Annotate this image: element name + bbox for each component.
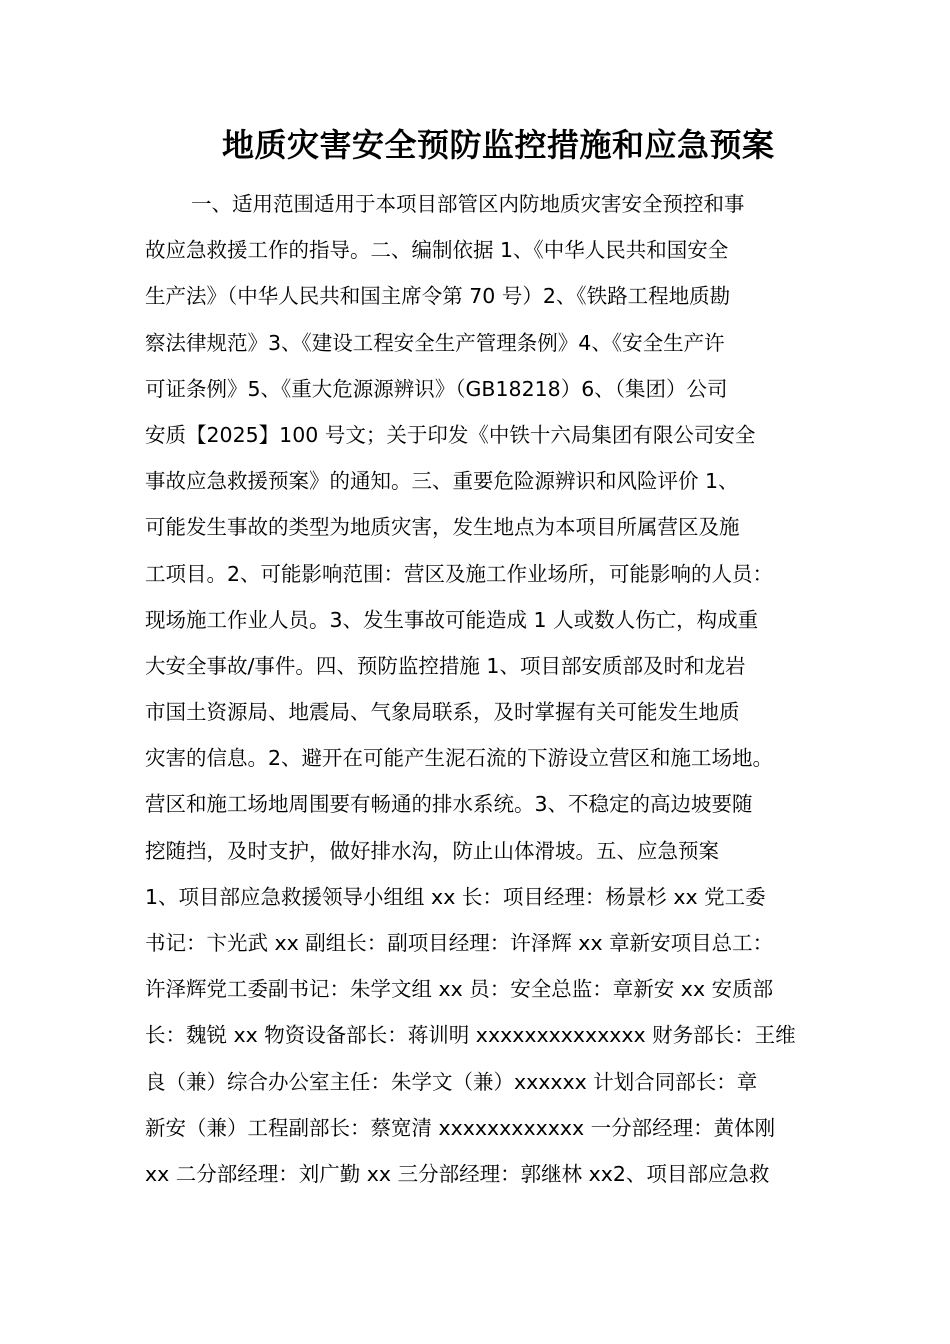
body-line: 工项目。2、可能影响范围：营区及施工作业场所，可能影响的人员：: [145, 561, 774, 586]
body-line: 1、项目部应急救援领导小组组 xx 长：项目经理：杨景杉 xx 党工委: [145, 884, 766, 909]
document-body: [145, 181, 810, 1197]
body-line: 故应急救援工作的指导。二、编制依据 1、《中华人民共和国安全: [145, 238, 729, 263]
body-line: 可证条例》5、《重大危源源辨识》（GB18218）6、（集团）公司: [145, 376, 728, 401]
body-line: 营区和施工场地周围要有畅通的排水系统。3、不稳定的高边坡要随: [145, 792, 753, 817]
body-line: 可能发生事故的类型为地质灾害，发生地点为本项目所属营区及施: [145, 515, 740, 540]
body-line: 长：魏锐 xx 物资设备部长：蒋训明 xxxxxxxxxxxxxx 财务部长：王维: [145, 1023, 796, 1048]
body-line: 生产法》（中华人民共和国主席令第 70 号）2、《铁路工程地质勘: [145, 284, 731, 309]
body-line: 许泽辉党工委副书记：朱学文组 xx 员：安全总监：章新安 xx 安质部: [145, 977, 774, 1002]
body-line: xx 二分部经理：刘广勤 xx 三分部经理：郭继林 xx2、项目部应急救: [145, 1161, 770, 1186]
body-line: 一、适用范围适用于本项目部管区内防地质灾害安全预控和事: [191, 192, 745, 216]
body-line: 市国土资源局、地震局、气象局联系，及时掌握有关可能发生地质: [145, 700, 740, 725]
body-line: 新安（兼）工程副部长：蔡宽清 xxxxxxxxxxxx 一分部经理：黄体刚: [145, 1115, 776, 1140]
body-line: 良（兼）综合办公室主任：朱学文（兼）xxxxxx 计划合同部长：章: [145, 1069, 758, 1094]
body-line: 灾害的信息。2、避开在可能产生泥石流的下游设立营区和施工场地。: [145, 746, 774, 771]
document-title: 地质灾害安全预防监控措施和应急预案: [222, 126, 775, 164]
body-line: 书记：卞光武 xx 副组长：副项目经理：许泽辉 xx 章新安项目总工：: [145, 931, 774, 955]
body-line: 察法律规范》3、《建设工程安全生产管理条例》4、《安全生产许: [145, 330, 725, 355]
body-line: 挖随挡，及时支护，做好排水沟，防止山体滑坡。五、应急预案: [145, 838, 719, 863]
body-line: 现场施工作业人员。3、发生事故可能造成 1 人或数人伤亡，构成重: [145, 607, 759, 632]
body-line: 安质【2025】100 号文；关于印发《中铁十六局集团有限公司安全: [145, 422, 756, 447]
body-line: 大安全事故/事件。四、预防监控措施 1、项目部安质部及时和龙岩: [145, 653, 746, 678]
body-line: 事故应急救援预案》的通知。三、重要危险源辨识和风险评价 1、: [145, 469, 739, 494]
